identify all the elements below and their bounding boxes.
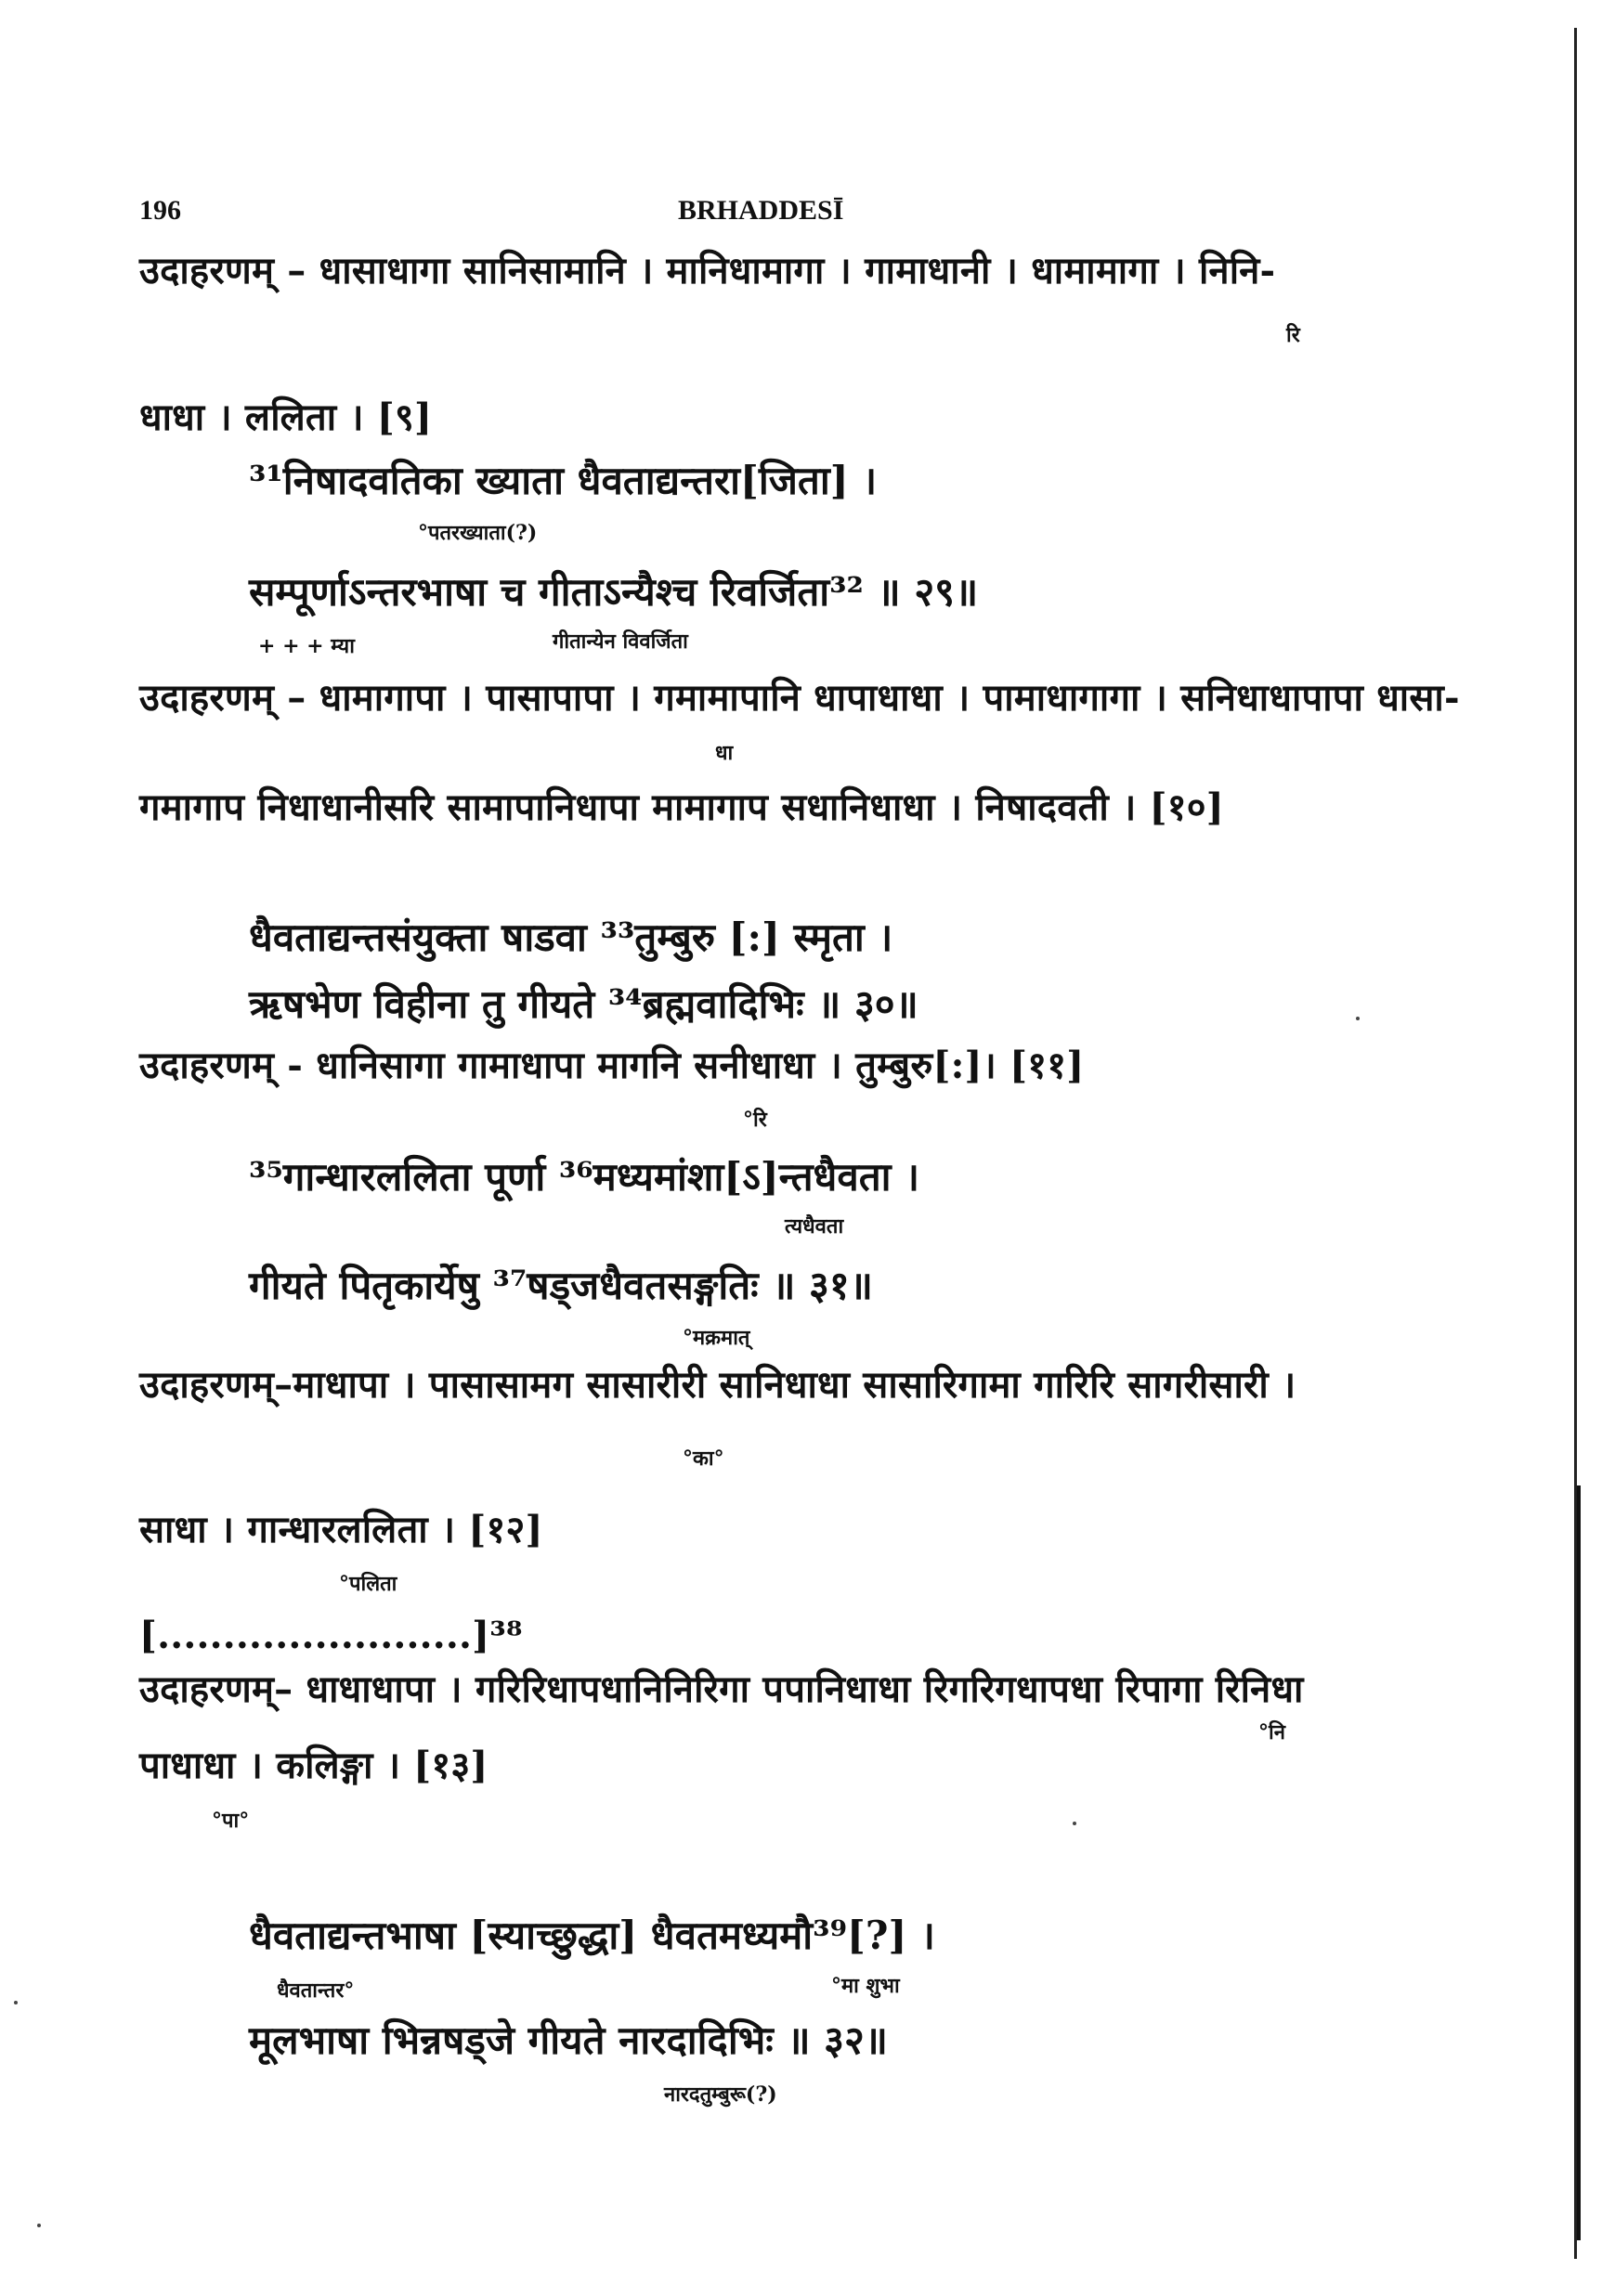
page-number: 196	[139, 195, 181, 226]
verse-line: गीयते पितृकार्येषु ³⁷षड्जधैवतसङ्गतिः ॥ ३१॥	[249, 1263, 873, 1308]
text-line: साधा । गान्धारललिता । [१२]	[139, 1508, 543, 1551]
verse-line: धैवताद्यन्तसंयुक्ता षाडवा ³³तुम्बुरु [:] स्मृता ।	[249, 915, 893, 960]
variant-reading-note: °नि	[1258, 1720, 1285, 1745]
scan-speck	[37, 2224, 41, 2227]
variant-reading-note: धैवतान्तर°	[277, 1978, 355, 2003]
text-line: गमागाप निधाधानीसरि सामापानिधापा मामागाप सधानिधाधा । निषादवती । [१०]	[139, 785, 1224, 829]
text-line: उदाहरणम्– धाधाधापा । गरिरिधापधानिनिरिगा पपानिधाधा रिगरिगधापधा रिपागा रिनिधा	[139, 1667, 1304, 1711]
verse-line: ऋषभेण विहीना तु गीयते ³⁴ब्रह्मवादिभिः ॥ ३०॥	[249, 981, 918, 1027]
text-line: उदाहरणम् - धानिसागा गामाधापा मागनि सनीधाधा । तुम्बुरु[:]। [११]	[139, 1044, 1085, 1087]
verse-line: ³¹निषादवतिका ख्याता धैवताद्यन्तरा[जिता] ।	[249, 458, 878, 503]
running-title: BRHADDESĪ	[678, 195, 844, 226]
variant-reading-note: °पा°	[212, 1809, 250, 1833]
text-line: उदाहरणम् – धासाधागा सानिसामानि । मानिधामागा । गामाधानी । धामामागा । निनि-	[139, 249, 1276, 292]
text-line: उदाहरणम् – धामागापा । पासापापा । गमामापानि धापाधाधा । पामाधागागा । सनिधाधापापा धासा-	[139, 676, 1460, 720]
variant-reading-note: रि	[1286, 323, 1300, 347]
verse-line: धैवताद्यन्तभाषा [स्याच्छुद्धा] धैवतमध्यमौ³⁹[?] ।	[249, 1913, 935, 1958]
variant-reading-note: नारदतुम्बुरू(?)	[664, 2082, 777, 2107]
variant-reading-note: गीतान्येन विवर्जिता	[553, 629, 688, 654]
page-edge-shadow	[1577, 1485, 1581, 2240]
text-line: पाधाधा । कलिङ्गा । [१३]	[139, 1744, 488, 1787]
verse-line: मूलभाषा भिन्नषड्जे गीयते नारदादिभिः ॥ ३२॥	[249, 2017, 888, 2063]
variant-reading-note: °पतरख्याता(?)	[418, 521, 538, 545]
variant-reading-note: °रि	[743, 1108, 767, 1132]
text-line: [........................]³⁸	[139, 1614, 523, 1657]
scan-speck	[1356, 1017, 1360, 1020]
variant-reading-note: + + + म्या	[258, 634, 355, 658]
scan-speck	[14, 2001, 18, 2004]
text-line: उदाहरणम्–माधापा । पासासामग सासारीरी सानिधाधा सासारिगामा गारिरि सागरीसारी ।	[139, 1363, 1296, 1407]
scan-speck	[1073, 1822, 1076, 1825]
variant-reading-note: त्यधैवता	[785, 1214, 844, 1239]
variant-reading-note: धा	[715, 741, 734, 765]
variant-reading-note: °मा शुभा	[831, 1974, 900, 1998]
text-line: धाधा । ललिता । [९]	[139, 396, 433, 439]
variant-reading-note: °मक्रमात्	[683, 1326, 750, 1350]
variant-reading-note: °का°	[683, 1446, 724, 1471]
variant-reading-note: °पलिता	[339, 1572, 397, 1596]
verse-line: ³⁵गान्धारललिता पूर्णा ³⁶मध्यमांशा[ऽ]न्तधैवता ।	[249, 1154, 920, 1200]
verse-line: सम्पूर्णाऽन्तरभाषा च गीताऽन्यैश्च रिवर्जिता³² ॥ २९॥	[249, 569, 979, 615]
